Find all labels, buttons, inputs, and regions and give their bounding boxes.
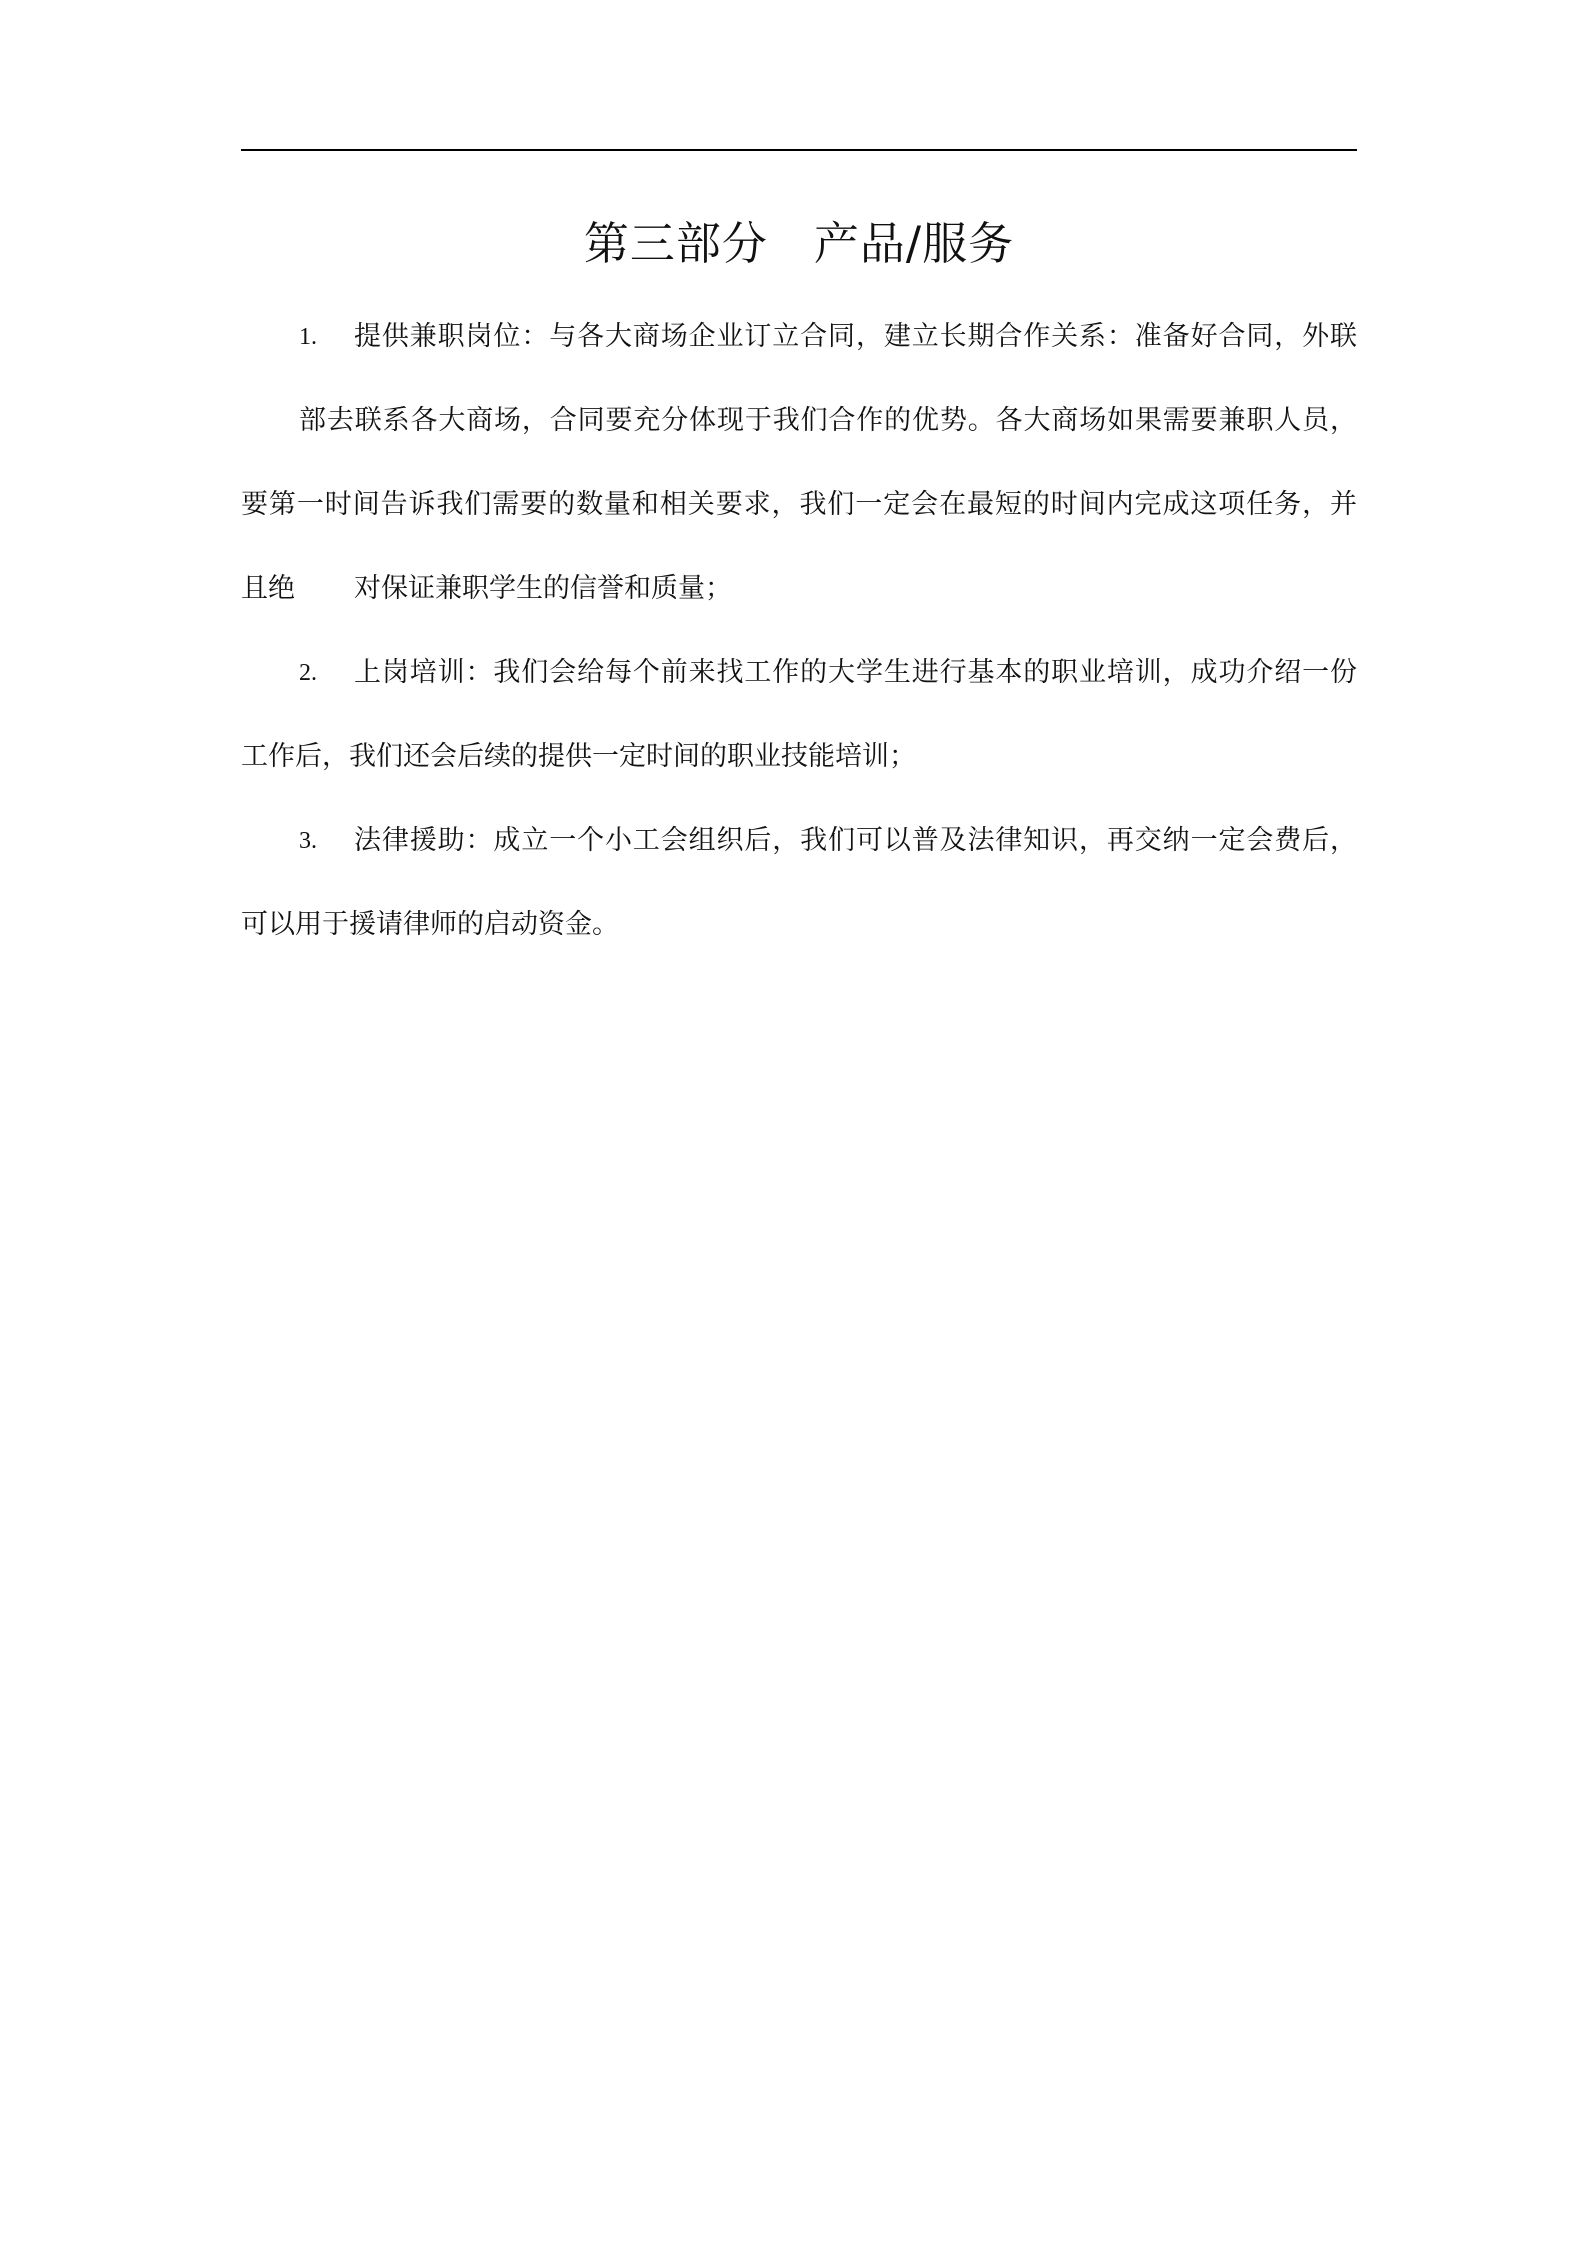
item-text-segment: 且绝 bbox=[241, 573, 295, 604]
item-number: 1. bbox=[299, 324, 317, 350]
item-number: 2. bbox=[299, 660, 317, 686]
list-item-3 bbox=[241, 816, 1357, 866]
list-item-1-line-4 bbox=[241, 564, 1357, 614]
item-text-line: 提供兼职岗位：与各大商场企业订立合同，建立长期合作关系：准备好合同，外联 bbox=[354, 321, 1357, 352]
item-text-segment: 对保证兼职学生的信誉和质量； bbox=[354, 573, 732, 604]
list-item-1-line-2 bbox=[241, 396, 1357, 446]
item-text-line: 法律援助：成立一个小工会组织后，我们可以普及法律知识，再交纳一定会费后， bbox=[354, 825, 1357, 856]
page-title: 第三部分 产品/服务 bbox=[583, 217, 1015, 270]
item-text-line: 部去联系各大商场，合同要充分体现于我们合作的优势。各大商场如果需要兼职人员， bbox=[299, 405, 1357, 436]
list-item-1 bbox=[241, 312, 1357, 362]
item-number: 3. bbox=[299, 828, 317, 854]
header-rule bbox=[241, 149, 1357, 151]
list-item-1-line-3: 要第一时间告诉我们需要的数量和相关要求，我们一定会在最短的时间内完成这项任务，并 bbox=[241, 489, 1357, 520]
list-item-3-line-2: 可以用于援请律师的启动资金。 bbox=[241, 909, 619, 940]
list-item-2-line-2: 工作后，我们还会后续的提供一定时间的职业技能培训； bbox=[241, 741, 916, 772]
item-text-line: 上岗培训：我们会给每个前来找工作的大学生进行基本的职业培训，成功介绍一份 bbox=[354, 657, 1357, 688]
list-item-2 bbox=[241, 648, 1357, 698]
